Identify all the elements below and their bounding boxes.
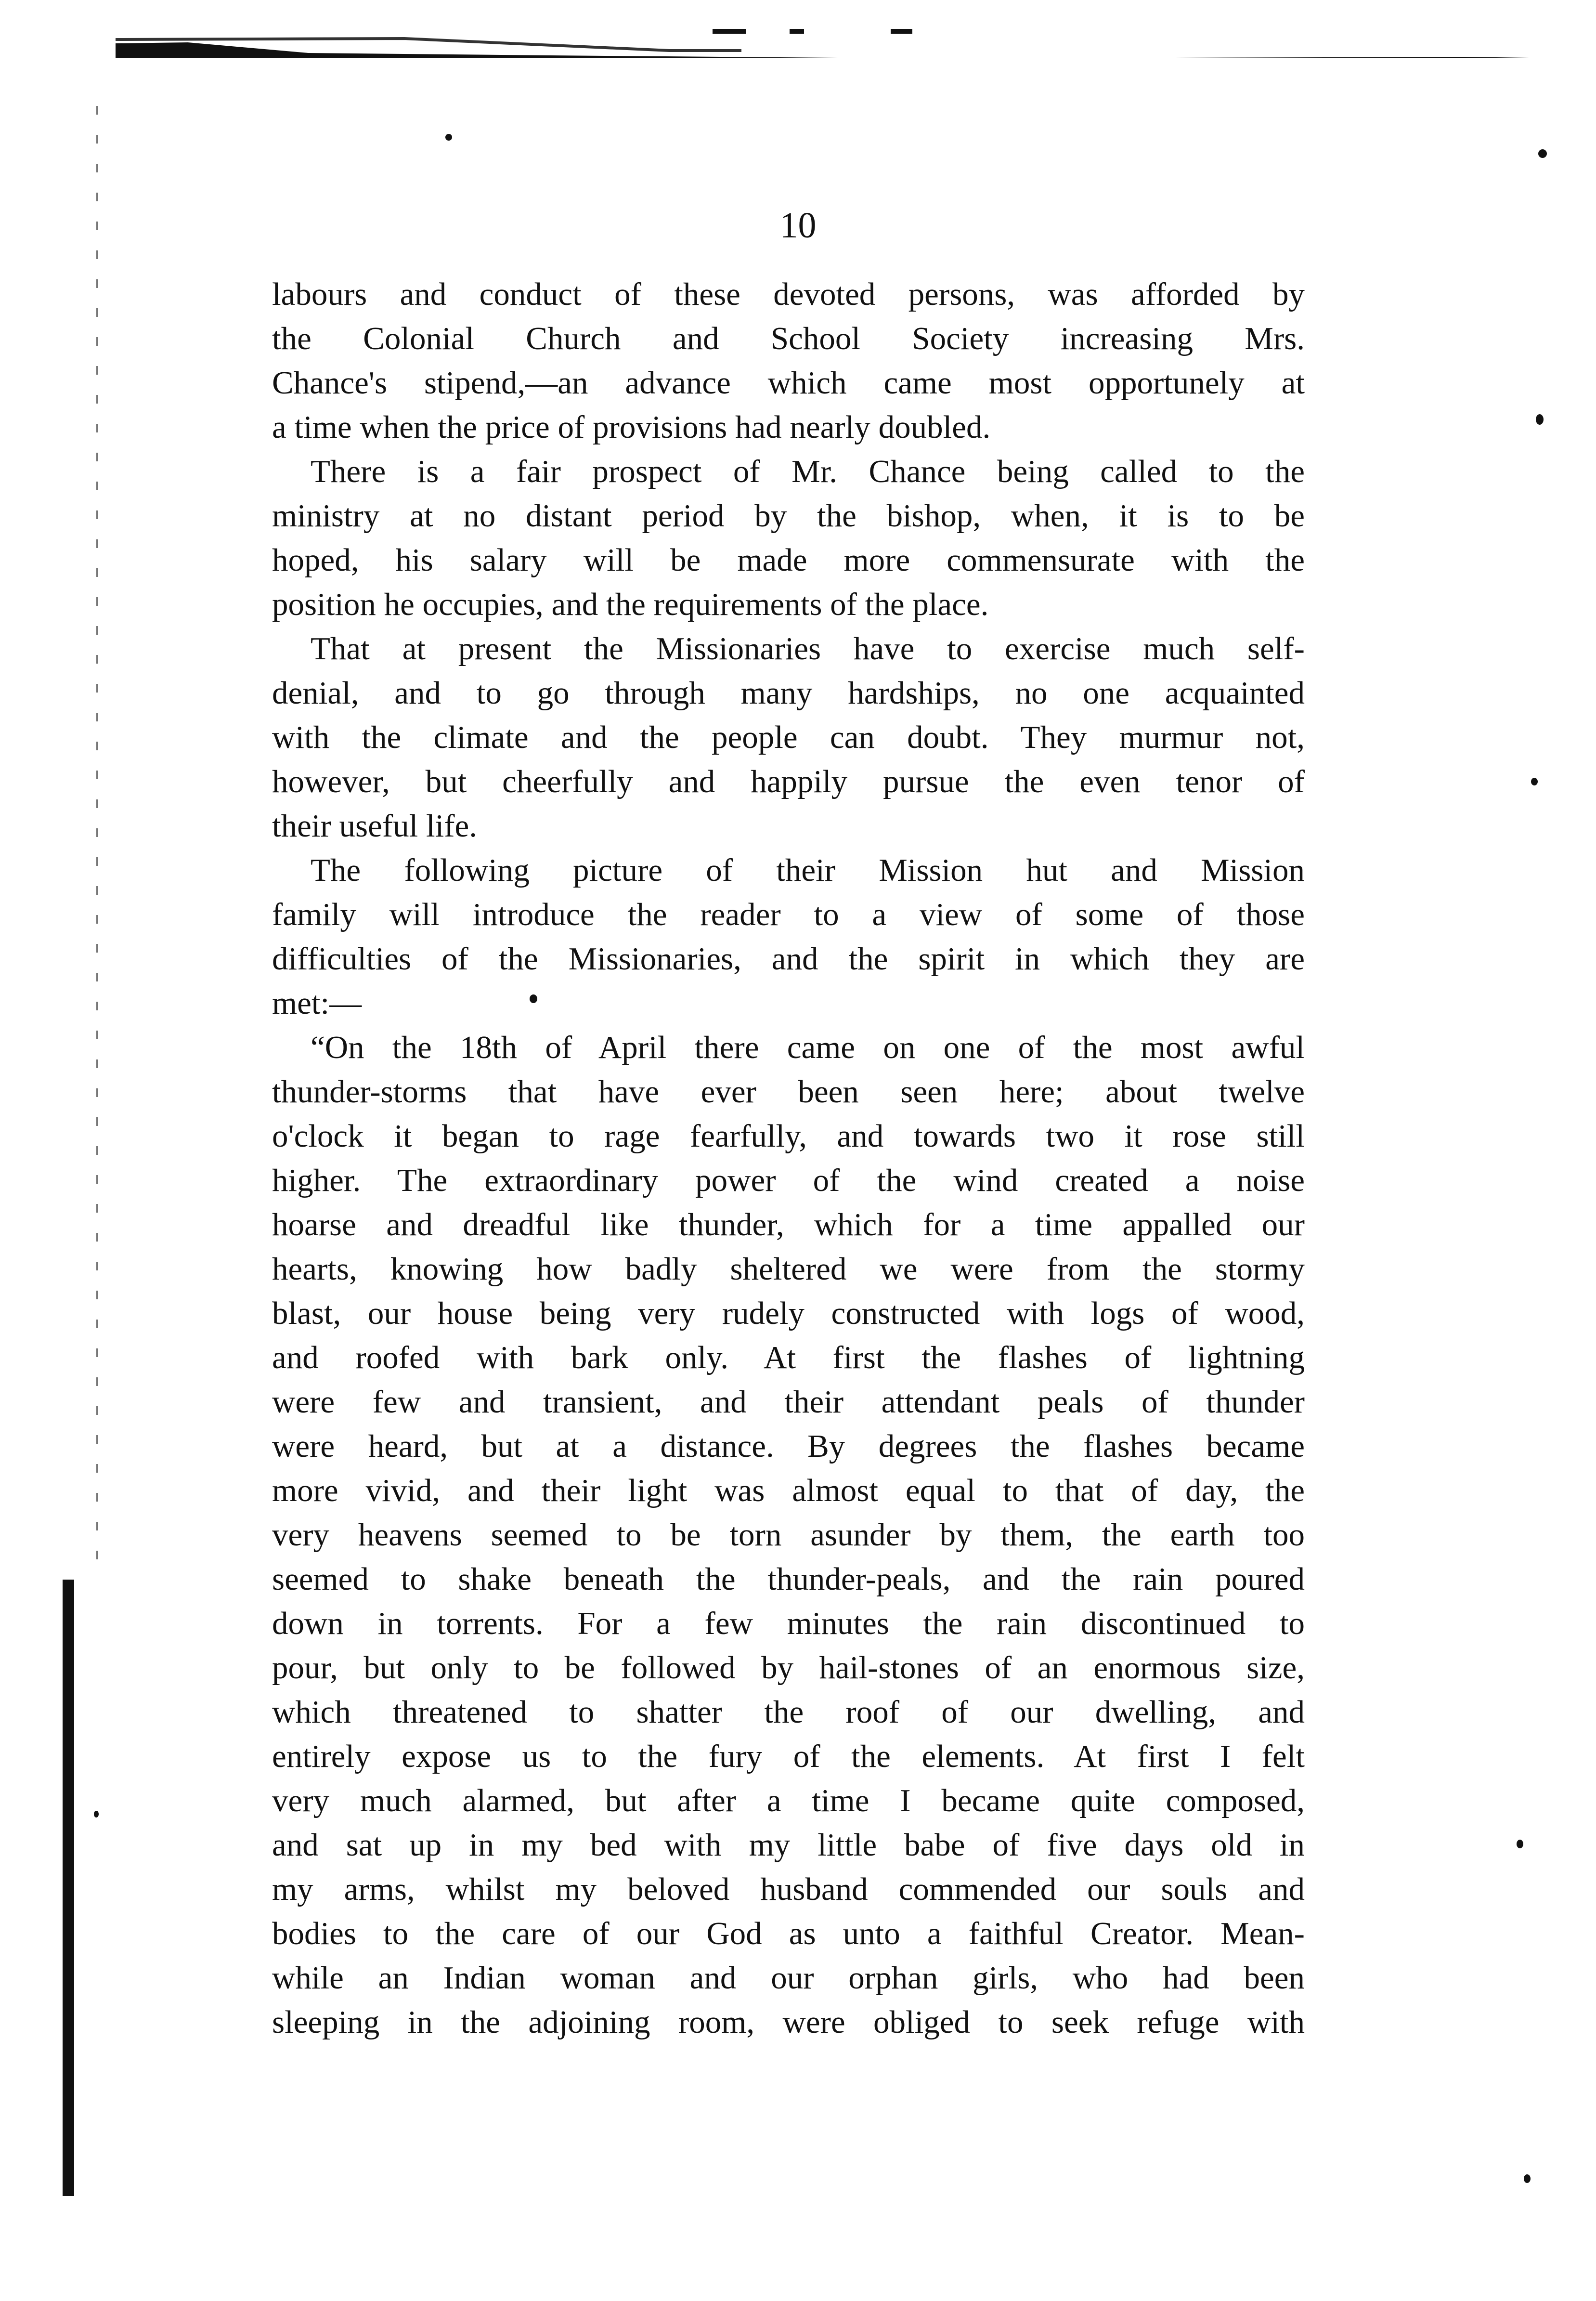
paragraph <box>272 848 1305 1025</box>
text-line: while an Indian woman and our orphan girls, who had been <box>272 1960 1305 1996</box>
text-line: That at present the Missionaries have to exercise much self- <box>311 631 1305 667</box>
text-line: labours and conduct of these devoted persons, was afforded by <box>272 276 1305 312</box>
text-line: pour, but only to be followed by hail-stones of an enormous size, <box>272 1650 1305 1686</box>
text-line: higher. The extraordinary power of the wind created a noise <box>272 1163 1305 1198</box>
text-line: Chance's stipend,—an advance which came most opportunely at <box>272 365 1305 401</box>
text-line: thunder-storms that have ever been seen here; about twelve <box>272 1074 1305 1110</box>
scan-speck <box>1517 1840 1523 1848</box>
text-line: down in torrents. For a few minutes the rain discontinued to <box>272 1606 1305 1641</box>
text-line: more vivid, and their light was almost equal to that of day, the <box>272 1473 1305 1508</box>
scan-left-edge-marks <box>96 106 98 1575</box>
text-line: o'clock it began to rage fearfully, and towards two it rose still <box>272 1118 1305 1154</box>
scan-speck <box>1536 414 1544 425</box>
text-line: sleeping in the adjoining room, were obliged to seek refuge with <box>272 2004 1305 2040</box>
text-line: bodies to the care of our God as unto a faithful Creator. Mean- <box>272 1916 1305 1951</box>
text-line: however, but cheerfully and happily pursue the even tenor of <box>272 764 1305 799</box>
text-line: were heard, but at a distance. By degrees the flashes became <box>272 1428 1305 1464</box>
text-line: blast, our house being very rudely constructed with logs of wood, <box>272 1295 1305 1331</box>
text-line: and sat up in my bed with my little babe of five days old in <box>272 1827 1305 1863</box>
text-line: a time when the price of provisions had nearly doubled. <box>272 409 991 445</box>
text-line: hoped, his salary will be made more commensurate with the <box>272 542 1305 578</box>
scan-top-edge <box>116 29 1596 58</box>
text-line: “On the 18th of April there came on one of the most awful <box>311 1030 1305 1065</box>
text-line: which threatened to shatter the roof of our dwelling, and <box>272 1694 1305 1730</box>
scan-speck <box>1531 778 1538 785</box>
text-line: difficulties of the Missionaries, and the spirit in which they are <box>272 941 1305 977</box>
text-line: met:— <box>272 985 362 1021</box>
text-line: the Colonial Church and School Society increasing Mrs. <box>272 321 1305 356</box>
text-line: family will introduce the reader to a view of some of those <box>272 897 1305 932</box>
text-line: and roofed with bark only. At first the flashes of lightning <box>272 1340 1305 1375</box>
paragraph <box>272 449 1305 627</box>
scan-speck <box>1524 2174 1531 2183</box>
text-line: their useful life. <box>272 808 478 844</box>
text-line: There is a fair prospect of Mr. Chance being called to the <box>311 454 1305 489</box>
paragraph <box>272 272 1305 449</box>
text-line: with the climate and the people can doubt. They murmur not, <box>272 719 1305 755</box>
scan-speck <box>445 134 452 141</box>
text-line: very heavens seemed to be torn asunder by them, the earth too <box>272 1517 1305 1553</box>
body-text <box>272 272 1305 2044</box>
text-line: entirely expose us to the fury of the elements. At first I felt <box>272 1739 1305 1774</box>
text-line: were few and transient, and their attendant peals of thunder <box>272 1384 1305 1420</box>
text-line: very much alarmed, but after a time I became quite composed, <box>272 1783 1305 1818</box>
scan-left-edge-bar <box>63 1580 74 2196</box>
text-line: denial, and to go through many hardships, no one acquainted <box>272 675 1305 711</box>
text-line: seemed to shake beneath the thunder-peals, and the rain poured <box>272 1561 1305 1597</box>
text-line: hoarse and dreadful like thunder, which for a time appalled our <box>272 1207 1305 1242</box>
text-line: hearts, knowing how badly sheltered we were from the stormy <box>272 1251 1305 1287</box>
scan-speck <box>1538 149 1547 158</box>
paragraph <box>272 1025 1305 2044</box>
text-line: position he occupies, and the requirements of the place. <box>272 587 989 622</box>
text-line: my arms, whilst my beloved husband commended our souls and <box>272 1871 1305 1907</box>
text-line: ministry at no distant period by the bishop, when, it is to be <box>272 498 1305 534</box>
scan-speck <box>94 1811 99 1817</box>
text-line: The following picture of their Mission hut and Mission <box>311 852 1305 888</box>
page-number: 10 <box>779 205 817 246</box>
paragraph <box>272 627 1305 848</box>
